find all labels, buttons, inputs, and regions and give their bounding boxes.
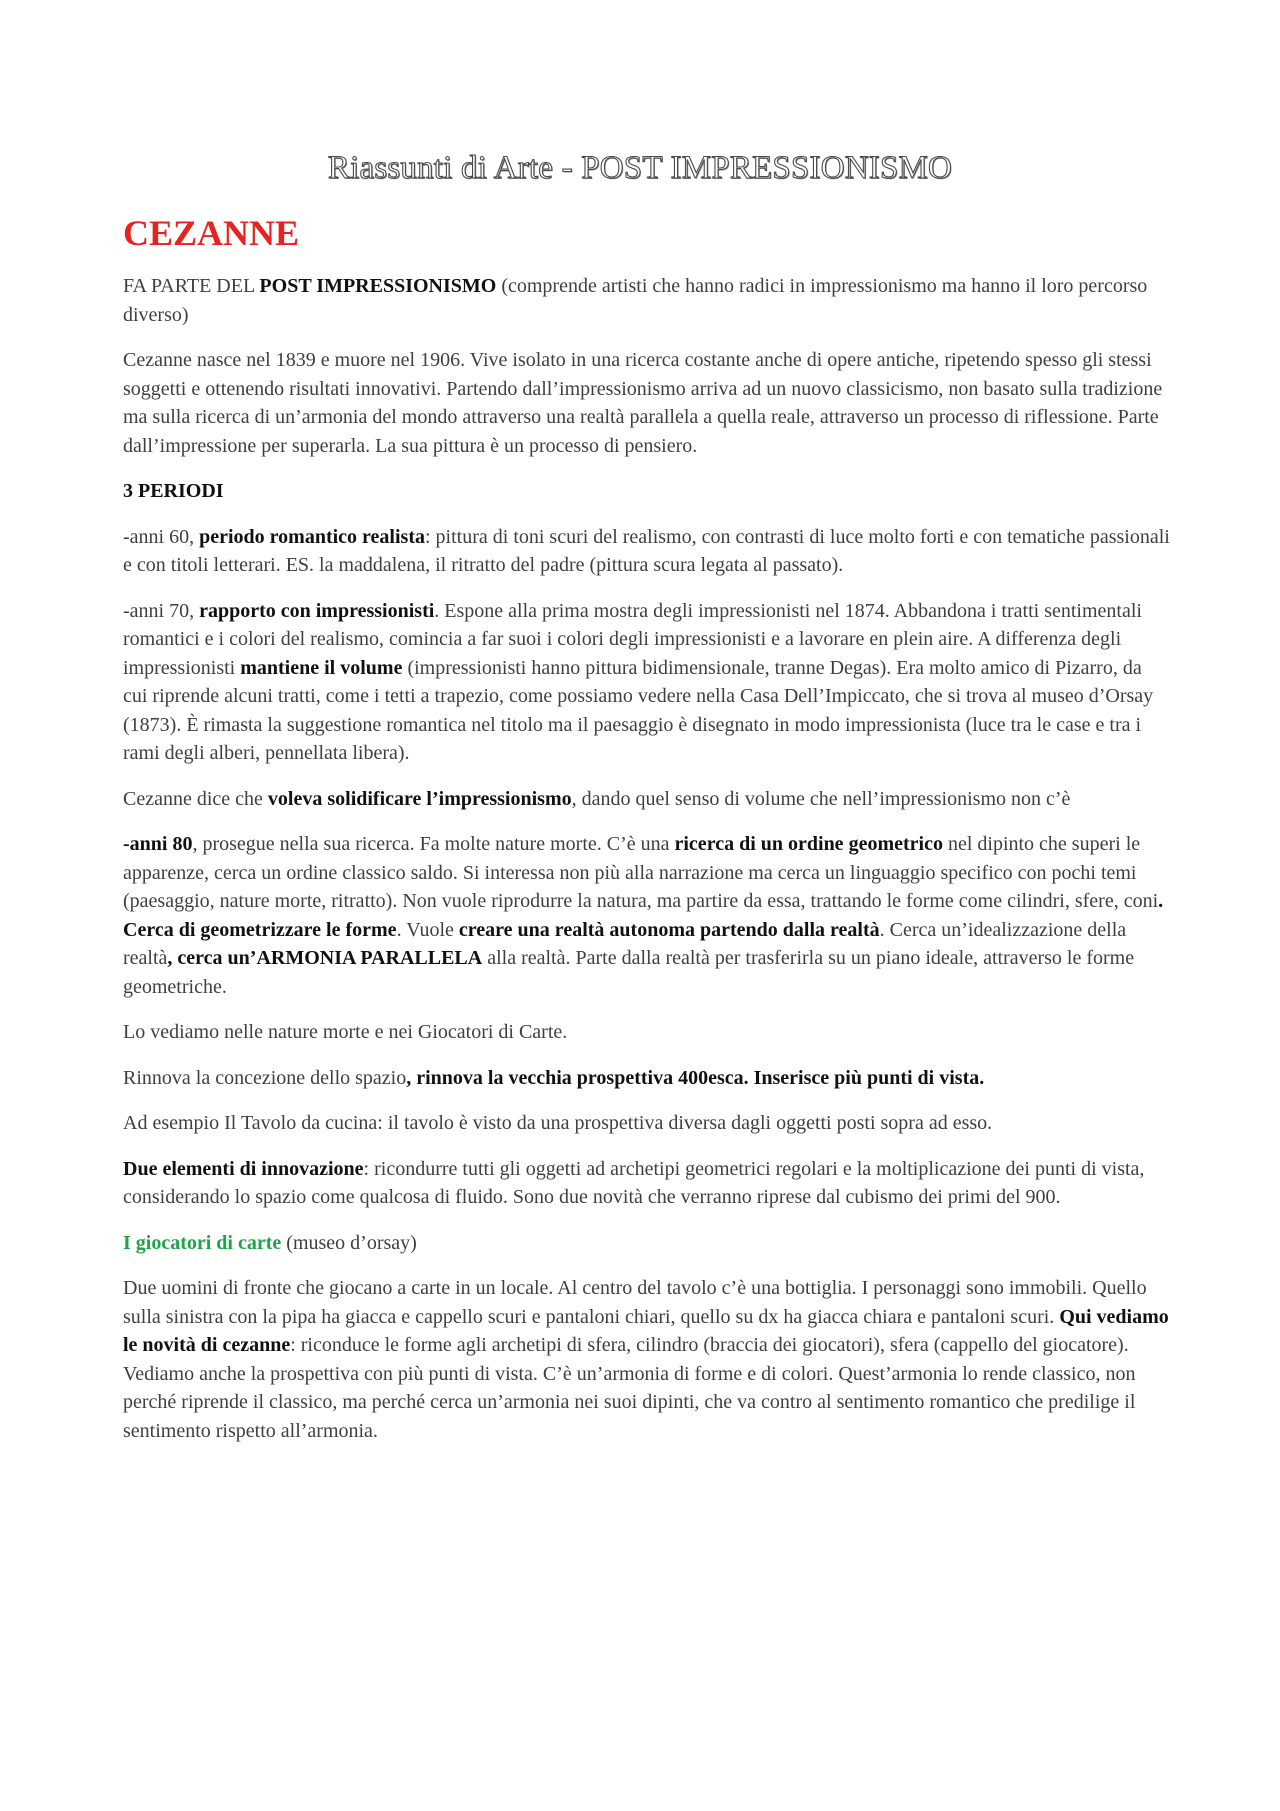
bold-run: creare una realtà autonoma partendo dalla realtà: [458, 918, 880, 941]
text-run: Due uomini di fronte che giocano a carte in un locale. Al centro del tavolo c’è una bottiglia. I personaggi sono immobili. Quello sulla sinistra con la pipa ha giacca e cappello scuri e pantaloni chiari, quello su dx ha giacca chiara e pantaloni scuri.: [123, 1277, 1147, 1328]
text-run: , prosegue nella sua ricerca. Fa molte nature morte. C’è una: [192, 833, 675, 855]
text-run: Cezanne dice che: [123, 787, 268, 810]
paragraph-solidify: [123, 785, 1170, 814]
text-run: Rinnova la concezione dello spazio: [123, 1066, 407, 1089]
text-run: , dando quel senso di volume che nell’impressionismo non c’è: [571, 787, 1071, 810]
text-run: : ricondurre tutti gli oggetti ad archetipi geometrici regolari e la moltiplicazione dei punti di vista, considerando lo spazio come qualcosa di fluido. Sono due novità che verranno riprese dal cubismo dei primi del 900.: [123, 1157, 1145, 1208]
text-run: (museo d’orsay): [281, 1231, 417, 1254]
bold-run: voleva solidificare l’impressionismo: [267, 787, 572, 810]
paragraph-period-80: [123, 830, 1170, 1001]
section-heading-cezanne: CEZANNE: [123, 213, 300, 253]
text-run: alla realtà. Parte dalla realtà per trasferirla su un piano ideale, attraverso le forme geometriche.: [123, 947, 1135, 998]
bold-run: rapporto con impressionisti: [199, 599, 435, 622]
document-body: [123, 213, 1170, 1462]
bold-run: , rinnova la vecchia prospettiva 400esca. Inserisce più punti di vista.: [406, 1066, 985, 1089]
bold-run: 3 PERIODI: [123, 480, 224, 502]
bold-run: POST IMPRESSIONISMO: [259, 275, 497, 297]
text-run: . Vuole: [396, 918, 459, 941]
bold-run: . Cerca di geometrizzare le forme: [123, 890, 1164, 941]
bold-run: periodo romantico realista: [199, 525, 425, 548]
text-run: -anni 70,: [123, 599, 200, 622]
bold-run: , cerca un’ARMONIA PARALLELA: [167, 947, 483, 969]
paragraph-spazio: [123, 1064, 1170, 1093]
bold-run: Qui vediamo le novità di cezanne: [123, 1305, 1169, 1356]
paragraph-tavolo: Ad esempio Il Tavolo da cucina: il tavolo è visto da una prospettiva diversa dagli oggetti posti sopra ad esso.: [123, 1112, 993, 1134]
document-title: Riassunti di Arte - POST IMPRESSIONISMO: [327, 150, 953, 186]
giocatori-heading: [123, 1229, 1170, 1258]
text-run: : pittura di toni scuri del realismo, con contrasti di luce molto forti e con tematiche passionali e con titoli letterari. ES. la maddalena, il ritratto del padre (pittura scura legata al passato).: [123, 525, 1170, 576]
text-run: . Cerca un’idealizzazione della realtà: [123, 918, 1127, 969]
paragraph-period-60: [123, 523, 1170, 580]
paragraph-biography: Cezanne nasce nel 1839 e muore nel 1906. Vive isolato in una ricerca costante anche di opere antiche, ripetendo spesso gli stessi soggetti e ottenendo risultati innovativi. Partendo dall’impressionismo arriva ad un nuovo classicismo, non basato sulla tradizione ma sulla ricerca di un’armonia del mondo attraverso una realtà parallela a quella reale, attraverso un processo di riflessione. Parte dall’impressione per superarla. La sua pittura è un processo di pensiero.: [123, 349, 1163, 457]
text-run: (impressionisti hanno pittura bidimensionale, tranne Degas). Era molto amico di Pizarro, da cui riprende alcuni tratti, come i tetti a trapezio, come possiamo vedere nella Casa Dell’Impiccato, che si trova al museo d’Orsay (1873). È rimasta la suggestione romantica nel titolo ma il paesaggio è disegnato in modo impressionista (luce tra le case e tra i rami degli alberi, pennellata libera).: [123, 656, 1154, 764]
paragraph-innovazione: [123, 1155, 1170, 1212]
text-run: . Espone alla prima mostra degli impressionisti nel 1874. Abbandona i tratti sentimentali romantici e i colori del realismo, comincia a far suoi i colori degli impressionisti e a lavorare en plein aire. A differenza degli impressionisti: [123, 599, 1142, 679]
text-run: FA PARTE DEL: [123, 275, 260, 297]
periodi-heading: [123, 477, 1170, 506]
text-run: nel dipinto che superi le apparenze, cerca un ordine classico saldo. Si interessa non più alla narrazione ma cerca un linguaggio specifico con pochi temi (paesaggio, nature morte, ritratto). Non vuole riprodurre la natura, ma partire da essa, trattando le forme come cilindri, sfere, coni: [123, 833, 1159, 912]
paragraph-giocatori: [123, 1274, 1170, 1445]
bold-run: -anni 80: [123, 833, 193, 855]
green-heading-run: I giocatori di carte: [123, 1231, 282, 1254]
bold-run: Due elementi di innovazione: [123, 1157, 364, 1180]
bold-run: ricerca di un ordine geometrico: [674, 833, 943, 855]
text-run: (comprende artisti che hanno radici in impressionismo ma hanno il loro percorso diverso): [123, 275, 1148, 326]
text-run: : riconduce le forme agli archetipi di sfera, cilindro (braccia dei giocatori), sfera (cappello del giocatore). Vediamo anche la prospettiva con più punti di vista. C’è un’armonia di forme e di colori. Quest’armonia lo rende classico, non perché riprende il classico, ma perché cerca un’armonia nei suoi dipinti, che va contro al sentimento romantico che predilige il sentimento rispetto all’armonia.: [123, 1334, 1136, 1442]
text-run: -anni 60,: [123, 525, 200, 548]
paragraph-period-70: [123, 597, 1170, 768]
bold-run: mantiene il volume: [240, 656, 403, 679]
paragraph-nature-morte: Lo vediamo nelle nature morte e nei Giocatori di Carte.: [123, 1021, 568, 1043]
paragraph-intro: [123, 272, 1170, 329]
